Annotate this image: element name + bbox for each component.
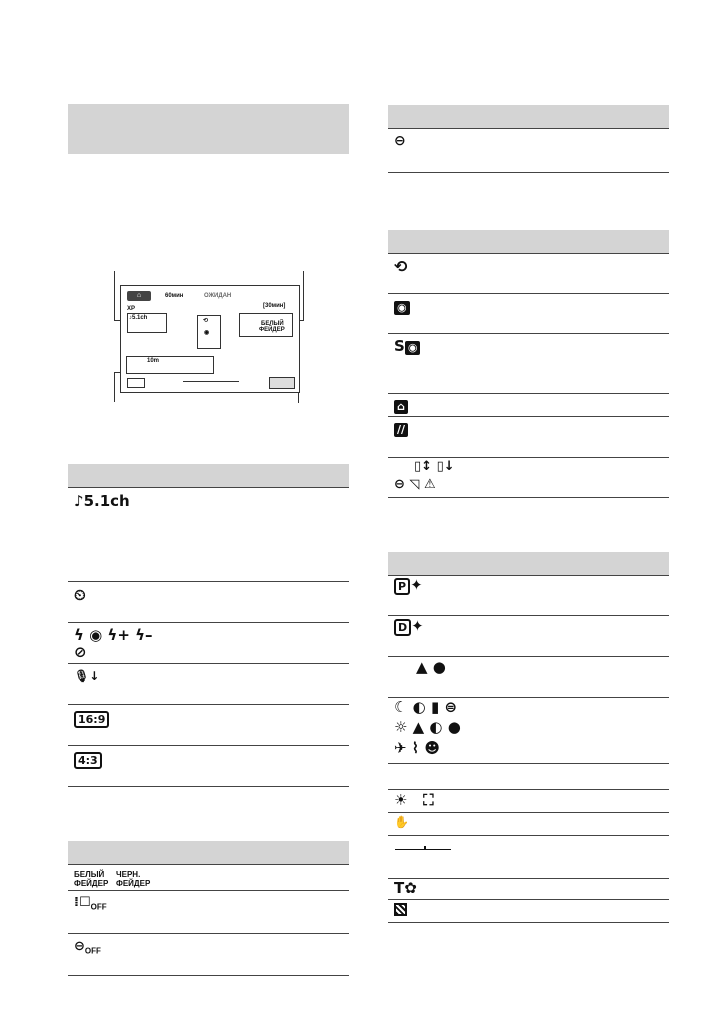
table-header [68,841,349,864]
mic-level-icon: 🎙↓ [74,669,100,683]
lcd-backlight-off-icon: $⊖_{OFF}$ [74,939,101,956]
scene-mode-icons-row1: ☾ ◐ ▮ ⊜ [394,698,458,716]
red-eye-icon: ◉ [204,330,210,336]
flash-icon: ϟ ◉ ϟ+ ϟ– [74,626,153,644]
ratio-43-icon: 4:3 [74,752,102,769]
playback-button[interactable] [127,378,145,388]
fader-white-line2: ФЕЙДЕР [74,879,109,888]
bottom-icon-group [126,356,214,374]
tele-macro-icon: ▯↕ ▯↓ [414,459,455,474]
standby-indicator: ОЖИДАН [204,293,232,299]
warning-icons: ⊖ ◹ ⚠ [394,477,436,492]
red-eye-icon: ◉ [394,299,410,315]
table-header [388,230,669,253]
fader-off-icon: $⁞☐_{OFF}$ [74,895,107,912]
picture-effect-icon: P ✦ [394,578,423,595]
remaining-indicator: [30мин] [263,303,286,309]
loop-icon: ⟲ [394,257,408,276]
scene-mode-icons-row3: ✈ ⌇ ☻ [394,739,440,757]
audio-indicator: ♪5.1ch [129,315,148,321]
battery-indicator: 60мин [165,293,184,299]
fader-black-line1: ЧЕРН. [116,870,141,879]
exposure-mode-icons: ▲ ● [416,658,446,676]
zoom-bar-icon [395,849,451,850]
wide-169-icon: 16:9 [74,711,109,728]
self-timer-icon: ⏲ [74,586,86,604]
table-header [68,464,349,487]
nightshot-light-icon: ⌂ [394,398,408,414]
options-button[interactable] [269,377,295,389]
table-header [388,105,669,128]
white-balance-icons: ☀ ⛶ [394,791,434,809]
fader-black-line2: ФЕЙДЕР [116,879,151,888]
timer-indicator: 10m [147,358,160,364]
color-slow-shutter-icon: ∕∕ [394,421,408,437]
fader-word-label: ФЕЙДЕР [259,327,285,333]
zoom-bar-marker [424,846,426,850]
tape-remaining-icon: ⊖ [394,133,406,149]
home-icon: ⌂ [127,291,151,301]
zoom-bar [183,381,239,382]
super-nightshot-icon: S ◉ [394,339,420,355]
zebra-icon [394,903,407,916]
audio-51-icon: ♪5.1ch [74,492,130,510]
flash-off-icon: ⊘ [74,643,87,661]
scene-mode-icons-row2: ☼ ▲ ◐ ● [394,718,461,736]
steadyshot-off-icon: ✋ [394,815,409,829]
section-header-bar [68,104,349,154]
tele-macro-icon: T✿ [394,879,417,897]
quality-indicator: XP [127,306,136,312]
loop-icon: ⟲ [203,318,209,324]
fader-white-line1: БЕЛЫЙ [74,870,105,879]
digital-effect-icon: D ✦ [394,619,424,636]
fader-white-label: БЕЛЫЙ [261,321,284,327]
table-header [388,552,669,575]
